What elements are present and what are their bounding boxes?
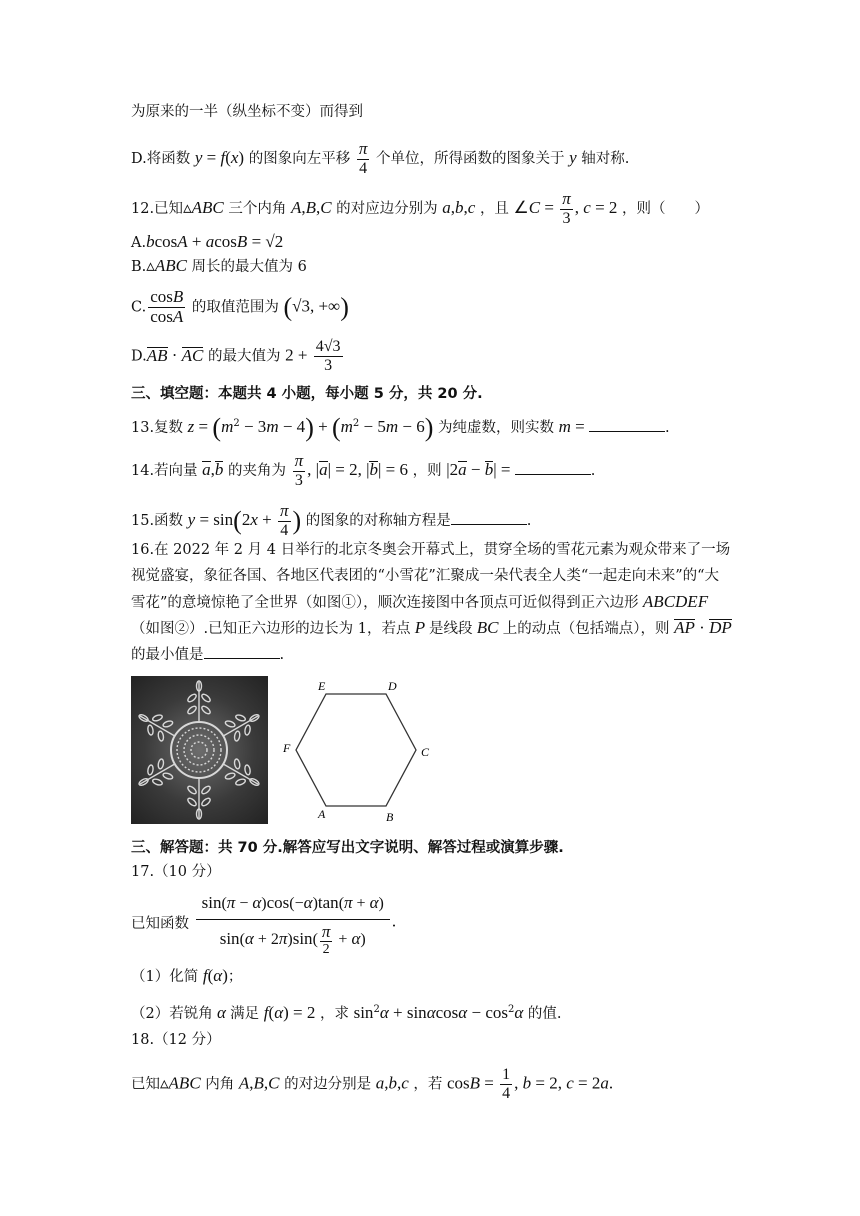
text: 15.函数	[131, 513, 184, 529]
text: D.	[131, 348, 147, 365]
option-12c: C. $\frac{\cos B}{\cos A}$ 的取值范围为 (√3, +∞)	[131, 287, 349, 326]
text: ，求	[319, 1005, 349, 1022]
text: 的夹角为	[228, 463, 287, 479]
option-12b: B.▵ABC 周长的最大值为 6	[131, 256, 307, 275]
text: 的对应边分别为	[336, 201, 438, 217]
text: 已知函数	[131, 916, 189, 932]
answer-blank	[204, 644, 280, 659]
vertex-label-f: F	[283, 741, 291, 755]
text: 三、解答题：共 70 分.解答应写出文字说明、解答过程或演算步骤.	[131, 840, 564, 856]
text: 的对边分别是	[284, 1076, 372, 1093]
text: A.	[131, 235, 147, 251]
text: 的最小值是	[131, 647, 204, 663]
text: ，则	[412, 463, 442, 479]
text: 18.（12 分）	[131, 1032, 221, 1048]
answer-blank	[451, 510, 527, 525]
question-17-given: 已知函数 sin(π − α)cos(−α)tan(π + α) sin(α + 2π)sin( $\frac{\pi}{2}$ + α) .	[131, 888, 396, 957]
text: 的图象向左平移	[248, 151, 351, 167]
text: 13.复数	[131, 419, 184, 436]
question-18-header	[131, 1030, 221, 1050]
text: 已知	[131, 1076, 160, 1093]
text: 为纯虚数，则实数	[438, 419, 555, 436]
vertex-label-b: B	[386, 810, 394, 824]
vertex-label-e: E	[318, 679, 326, 693]
text: 14.若向量	[131, 463, 198, 479]
text: D.将函数	[131, 151, 191, 167]
section-heading	[131, 384, 483, 404]
question-18: 已知▵ABC 内角 A,B,C 的对边分别是 a,b,c ，若 cosB = $\frac{1}{4}$ , b = 2, c = 2a.	[131, 1066, 614, 1102]
option-12a: A.bcosA + acosB = √2	[131, 232, 284, 251]
text: ，则（ ）	[622, 201, 710, 217]
text: 的取值范围为	[191, 299, 279, 316]
question-17-header	[131, 862, 221, 882]
text: 的图象的对称轴方程是	[305, 513, 451, 529]
vertex-label-d: D	[388, 679, 397, 693]
text: 三、填空题：本题共 4 小题，每小题 5 分，共 20 分.	[131, 386, 483, 402]
text: ，且	[479, 201, 509, 217]
text: B.	[131, 259, 147, 275]
answer-blank	[515, 460, 591, 475]
text: 16.在 2022 年 2 月 4 日举行的北京冬奥会开幕式上，贯穿全场的雪花元素为观众带来了一场	[131, 542, 731, 558]
option-11d: D.将函数 y = f(x) 的图象向左平移 $\frac{\pi}{4}$ 个单位，所得函数的图象关于 y 轴对称.	[131, 139, 630, 177]
text: 周长的最大值为 6	[191, 259, 307, 275]
question-13: 13.复数 $z = (m^2 - 3m - 4) + (m^2 - 5m - 6)$ 为纯虚数，则实数 m = .	[131, 412, 670, 442]
text: （如图②）.已知正六边形的边长为 1，若点	[131, 621, 411, 637]
vertex-label-a: A	[318, 807, 326, 821]
question-16-line: （如图②）.已知正六边形的边长为 1，若点 P 是线段 BC 上的动点（包括端点），则 AP · DP	[131, 618, 732, 637]
vertex-label-c: C	[421, 745, 430, 759]
question-15: 15.函数 y = sin(2x + $\frac{\pi}{4}$ ) 的图象的对称轴方程是 .	[131, 501, 532, 539]
text: 满足	[230, 1005, 260, 1022]
text: 的值.	[527, 1005, 562, 1022]
text: 轴对称.	[581, 151, 630, 167]
option-12d: D.AB · AC 的最大值为 2 + $\frac{4√3}{3}$	[131, 338, 341, 374]
text: 为原来的一半（纵坐标不变）而得到	[131, 104, 363, 120]
text: （2）若锐角	[131, 1005, 213, 1022]
question-12: 12.已知▵ABC 三个内角 A,B,C 的对应边分别为 a,b,c ，且 ∠C = $\frac{\pi}{3}$ , c = 2 ，则（ ）	[131, 189, 710, 227]
question-16-line	[131, 566, 719, 586]
question-16-line	[131, 540, 730, 560]
question-17-part1: （1）化简 f(α)；	[131, 966, 243, 985]
text: 上的动点（包括端点），则	[502, 621, 670, 637]
question-16-line: 雪花”的意境惊艳了全世界（如图①），顺次连接图中各顶点可近似得到正六边形 ABCDEF	[131, 592, 709, 611]
text: 雪花”的意境惊艳了全世界（如图①），顺次连接图中各顶点可近似得到正六边形	[131, 595, 639, 611]
text: C.	[131, 299, 147, 316]
question-14: 14.若向量 a,b 的夹角为 $\frac{\pi}{3}$ , |a| = 2, |b| = 6 ，则 |2a − b| = .	[131, 451, 596, 489]
text: 是线段	[429, 621, 473, 637]
question-16-line: 的最小值是 .	[131, 644, 284, 665]
text: 个单位，所得函数的图象关于	[375, 151, 565, 167]
question-17-part2: （2）若锐角 α 满足 f(α) = 2 ，求 $\sin^2\alpha + \sin\alpha\cos\alpha - \cos^2\alpha$ 的值.	[131, 1002, 562, 1022]
answer-blank	[589, 417, 665, 432]
section-heading	[131, 838, 564, 858]
snowflake-image	[131, 676, 268, 824]
text: 视觉盛宴，象征各国、各地区代表团的“小雪花”汇聚成一朵代表全人类“一起走向未来”的“大	[131, 568, 720, 584]
hexagon-diagram	[278, 676, 438, 826]
text: （1）化简	[131, 969, 199, 985]
text: 三个内角	[228, 201, 287, 217]
text: 内角	[205, 1076, 235, 1093]
text: 12.已知	[131, 201, 184, 217]
text: ，若	[413, 1076, 443, 1093]
text-line	[131, 102, 363, 122]
text: 的最大值为	[208, 348, 281, 365]
text: 17.（10 分）	[131, 864, 221, 880]
